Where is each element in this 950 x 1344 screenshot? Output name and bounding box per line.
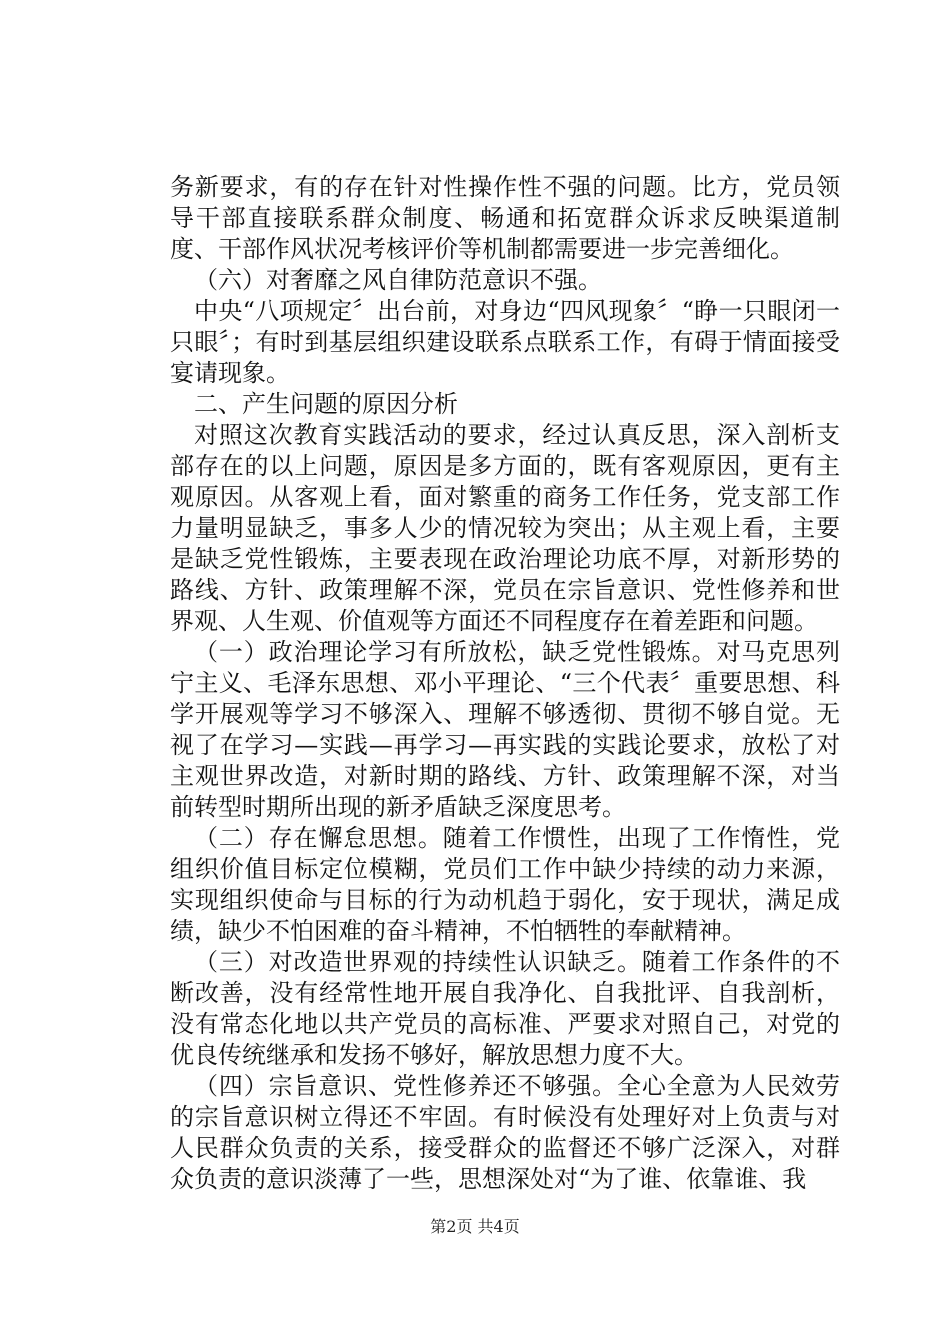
paragraph-continuation: 务新要求，有的存在针对性操作性不强的问题。比方，党员领导干部直接联系群众制度、畅通和拓宽群众诉求反映渠道制度、干部作风状况考核评价等机制都需要进一步完善细化。	[170, 173, 840, 263]
document-body	[170, 172, 840, 1195]
paragraph-item-three: （三）对改造世界观的持续性认识缺乏。随着工作条件的不断改善，没有经常性地开展自我净化、自我批评、自我剖析，没有常态化地以共产党员的高标准、严要求对照自己，对党的优良传统继承和发扬不够好，解放思想力度不大。	[170, 948, 840, 1069]
paragraph-heading-six: （六）对奢靡之风自律防范意识不强。	[194, 266, 602, 294]
paragraph-item-one: （一）政治理论学习有所放松，缺乏党性锻炼。对马克思列宁主义、毛泽东思想、邓小平理论、“三个代表〞重要思想、科学开展观等学习不够深入、理解不够透彻、贯彻不够自觉。无视了在学习—实践—再学习—再实践的实践论要求，放松了对主观世界改造，对新时期的路线、方针、政策理解不深，对当前转型时期所出现的新矛盾缺乏深度思考。	[170, 638, 840, 821]
paragraph-item-two: （二）存在懈怠思想。随着工作惯性，出现了工作惰性，党组织价值目标定位模糊，党员们工作中缺少持续的动力来源，实现组织使命与目标的行为动机趋于弱化，安于现状，满足成绩，缺少不怕困难的奋斗精神，不怕牺牲的奉献精神。	[170, 824, 840, 945]
paragraph-eight-rules: 中央“八项规定〞出台前，对身边“四风现象〞“睁一只眼闭一只眼〞；有时到基层组织建设联系点联系工作，有碍于情面接受宴请现象。	[170, 297, 840, 387]
paragraph-item-four: （四）宗旨意识、党性修养还不够强。全心全意为人民效劳的宗旨意识树立得还不牢固。有时候没有处理好对上负责与对人民群众负责的关系，接受群众的监督还不够广泛深入，对群众负责的意识淡薄了一些，思想深处对“为了谁、依靠谁、我	[170, 1072, 840, 1193]
page-footer	[0, 1214, 950, 1237]
section-heading-cause-analysis: 二、产生问题的原因分析	[194, 390, 458, 418]
page-number-label: 第2页 共4页	[430, 1217, 520, 1236]
paragraph-reflection: 对照这次教育实践活动的要求，经过认真反思，深入剖析支部存在的以上问题，原因是多方面的，既有客观原因，更有主观原因。从客观上看，面对繁重的商务工作任务，党支部工作力量明显缺乏，事多人少的情况较为突出；从主观上看，主要是缺乏党性锻炼，主要表现在政治理论功底不厚，对新形势的路线、方针、政策理解不深，党员在宗旨意识、党性修养和世界观、人生观、价值观等方面还不同程度存在着差距和问题。	[170, 421, 840, 635]
